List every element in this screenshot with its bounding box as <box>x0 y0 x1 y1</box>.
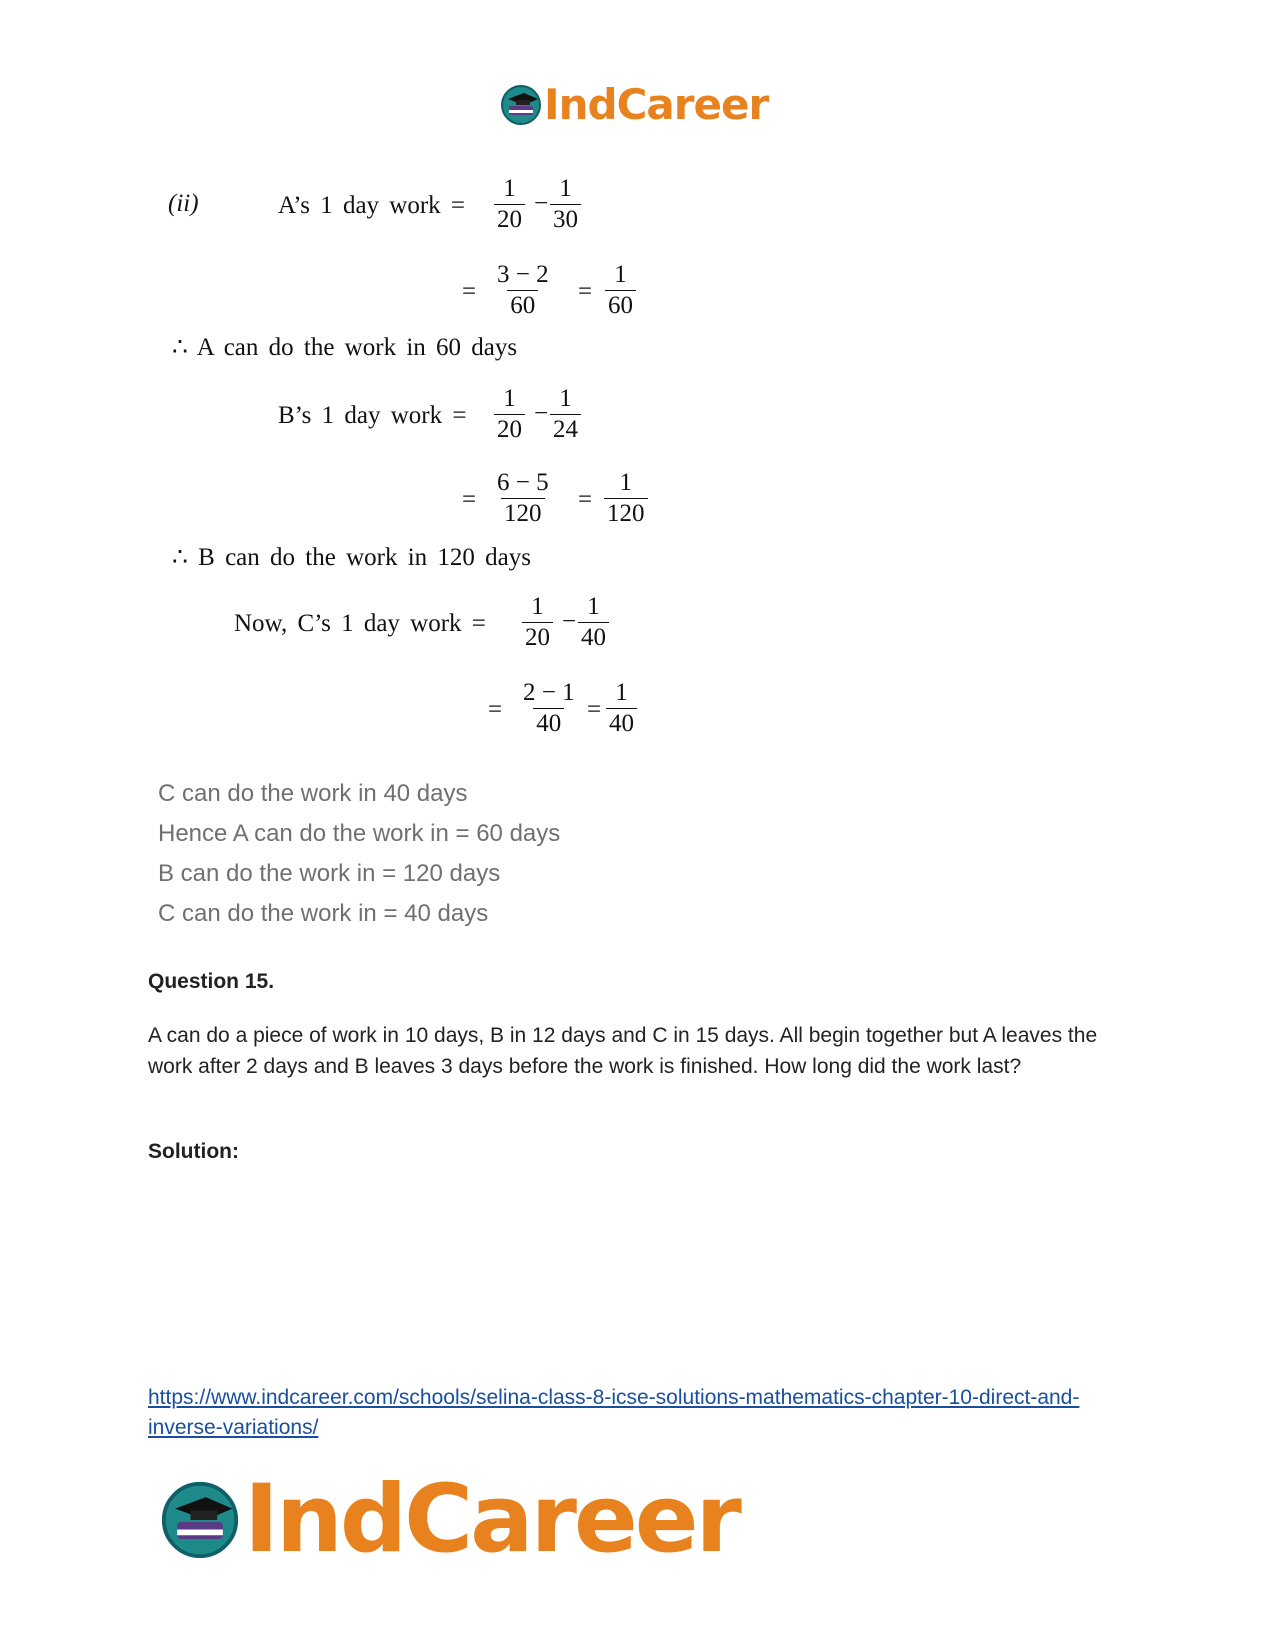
minus-sign: − <box>534 190 549 217</box>
fraction <box>494 384 525 445</box>
fraction <box>522 592 553 653</box>
c-work-label: Now, C’s 1 day work = <box>234 610 486 637</box>
numerator: 1 <box>614 261 627 288</box>
equals-sign: = <box>462 486 477 513</box>
minus-sign: − <box>562 608 577 635</box>
numerator: 1 <box>503 175 516 202</box>
denominator: 40 <box>606 708 637 739</box>
numerator: 1 <box>559 385 572 412</box>
denominator: 60 <box>605 290 636 321</box>
part-label: (ii) <box>168 190 199 217</box>
solution-label: Solution: <box>148 1140 239 1163</box>
equals-sign: = <box>578 486 593 513</box>
logo-text: IndCareer <box>244 1465 739 1574</box>
b-work-label: B’s 1 day work = <box>278 402 467 429</box>
denominator: 40 <box>578 622 609 653</box>
a-work-label: A’s 1 day work = <box>278 192 466 219</box>
footer-logo <box>160 1465 739 1574</box>
denominator: 20 <box>494 414 525 445</box>
fraction <box>494 260 552 321</box>
fraction <box>578 592 609 653</box>
question-title: Question 15. <box>148 970 275 993</box>
graduation-cap-book-icon <box>160 1480 240 1560</box>
source-link[interactable]: https://www.indcareer.com/schools/selina-class-8-icse-solutions-mathematics-chapter-10-direct-and-inverse-variations/ <box>148 1386 1080 1439</box>
header-logo <box>500 80 768 129</box>
equals-sign: = <box>488 696 503 723</box>
summary-line: B can do the work in = 120 days <box>158 860 501 887</box>
denominator: 24 <box>550 414 581 445</box>
numerator: 1 <box>587 593 600 620</box>
fraction <box>605 260 636 321</box>
fraction <box>494 468 552 529</box>
summary-line: C can do the work in 40 days <box>158 780 468 807</box>
fraction <box>606 678 637 739</box>
numerator: 2 − 1 <box>523 679 575 706</box>
equals-sign: = <box>587 696 602 723</box>
summary-line: Hence A can do the work in = 60 days <box>158 820 561 847</box>
denominator: 60 <box>507 290 538 321</box>
minus-sign: − <box>534 400 549 427</box>
denominator: 30 <box>550 204 581 235</box>
fraction <box>494 174 525 235</box>
denominator: 20 <box>494 204 525 235</box>
numerator: 3 − 2 <box>497 261 549 288</box>
numerator: 1 <box>531 593 544 620</box>
denominator: 40 <box>533 708 564 739</box>
fraction <box>550 384 581 445</box>
b-conclusion: ∴ B can do the work in 120 days <box>172 544 531 571</box>
numerator: 1 <box>615 679 628 706</box>
fraction <box>604 468 648 529</box>
equals-sign: = <box>462 278 477 305</box>
denominator: 120 <box>604 498 648 529</box>
equals-sign: = <box>578 278 593 305</box>
denominator: 20 <box>522 622 553 653</box>
fraction <box>550 174 581 235</box>
a-conclusion: ∴ A can do the work in 60 days <box>172 334 518 361</box>
numerator: 1 <box>559 175 572 202</box>
logo-text: IndCareer <box>544 80 769 129</box>
summary-line: C can do the work in = 40 days <box>158 900 489 927</box>
numerator: 6 − 5 <box>497 469 549 496</box>
graduation-cap-book-icon <box>500 84 542 126</box>
numerator: 1 <box>503 385 516 412</box>
fraction <box>520 678 578 739</box>
numerator: 1 <box>619 469 632 496</box>
question-text: A can do a piece of work in 10 days, B in 12 days and C in 15 days. All begin together but A leaves the work after 2 days and B leaves 3 days before the work is finished. How long did the work last? <box>148 1024 1098 1078</box>
denominator: 120 <box>501 498 545 529</box>
